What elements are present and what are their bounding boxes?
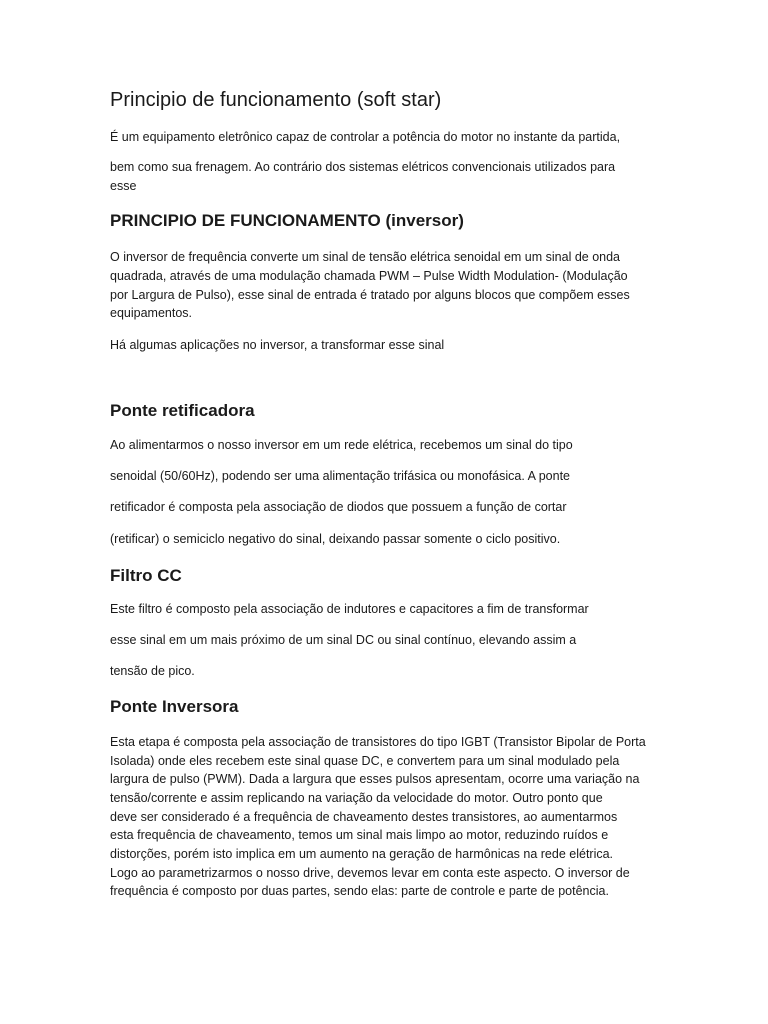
- ponte-retificadora-heading: Ponte retificadora: [110, 401, 255, 420]
- inversor-heading: PRINCIPIO DE FUNCIONAMENTO (inversor): [110, 211, 464, 230]
- ponte-inversora-line-1: Esta etapa é composta pela associação de transistores do tipo IGBT (Transistor Bipolar de Porta: [110, 735, 646, 749]
- ponte-inversora-line-6: esta frequência de chaveamento, temos um sinal mais limpo ao motor, reduzindo ruídos e: [110, 828, 609, 842]
- ponte-inversora-line-9: frequência é composto por duas partes, sendo elas: parte de controle e parte de potência.: [110, 884, 609, 898]
- page-title: Principio de funcionamento (soft star): [110, 89, 442, 111]
- filtro-cc-line-2: esse sinal em um mais próximo de um sinal DC ou sinal contínuo, elevando assim a: [110, 633, 577, 647]
- inversor-line-1: O inversor de frequência converte um sinal de tensão elétrica senoidal em um sinal de onda: [110, 250, 621, 264]
- inversor-line-2: quadrada, através de uma modulação chamada PWM – Pulse Width Modulation- (Modulação: [110, 269, 628, 283]
- soft-star-line-3: esse: [110, 179, 137, 193]
- inversor-extra-line: Há algumas aplicações no inversor, a transformar esse sinal: [110, 338, 445, 352]
- ponte-inversora-line-8: Logo ao parametrizarmos o nosso drive, devemos levar em conta este aspecto. O inversor de: [110, 866, 630, 880]
- ponte-retificadora-line-3: retificador é composta pela associação de diodos que possuem a função de cortar: [110, 500, 567, 514]
- ponte-retificadora-line-2: senoidal (50/60Hz), podendo ser uma alimentação trifásica ou monofásica. A ponte: [110, 469, 570, 483]
- ponte-retificadora-line-1: Ao alimentarmos o nosso inversor em um rede elétrica, recebemos um sinal do tipo: [110, 438, 573, 452]
- filtro-cc-heading: Filtro CC: [110, 566, 182, 585]
- ponte-inversora-line-2: Isolada) onde eles recebem este sinal quase DC, e convertem para um sinal modulado pela: [110, 754, 620, 768]
- inversor-line-3: por Largura de Pulso), esse sinal de entrada é tratado por alguns blocos que compõem esses: [110, 288, 630, 302]
- ponte-inversora-line-4: tensão/corrente e assim replicando na variação da velocidade do motor. Outro ponto que: [110, 791, 603, 805]
- ponte-inversora-line-3: largura de pulso (PWM). Dada a largura que esses pulsos apresentam, ocorre uma variação na: [110, 772, 640, 786]
- filtro-cc-line-3: tensão de pico.: [110, 664, 195, 678]
- ponte-inversora-line-5: deve ser considerado é a frequência de chaveamento destes transistores, ao aumentarmos: [110, 810, 618, 824]
- soft-star-line-2: bem como sua frenagem. Ao contrário dos sistemas elétricos convencionais utilizados para: [110, 160, 616, 174]
- inversor-line-4: equipamentos.: [110, 306, 193, 320]
- ponte-inversora-heading: Ponte Inversora: [110, 697, 239, 716]
- filtro-cc-line-1: Este filtro é composto pela associação de indutores e capacitores a fim de transformar: [110, 602, 589, 616]
- ponte-inversora-line-7: distorções, porém isto implica em um aumento na geração de harmônicas na rede elétrica.: [110, 847, 614, 861]
- soft-star-line-1: É um equipamento eletrônico capaz de controlar a potência do motor no instante da partida,: [110, 130, 621, 144]
- ponte-retificadora-line-4: (retificar) o semiciclo negativo do sinal, deixando passar somente o ciclo positivo.: [110, 532, 561, 546]
